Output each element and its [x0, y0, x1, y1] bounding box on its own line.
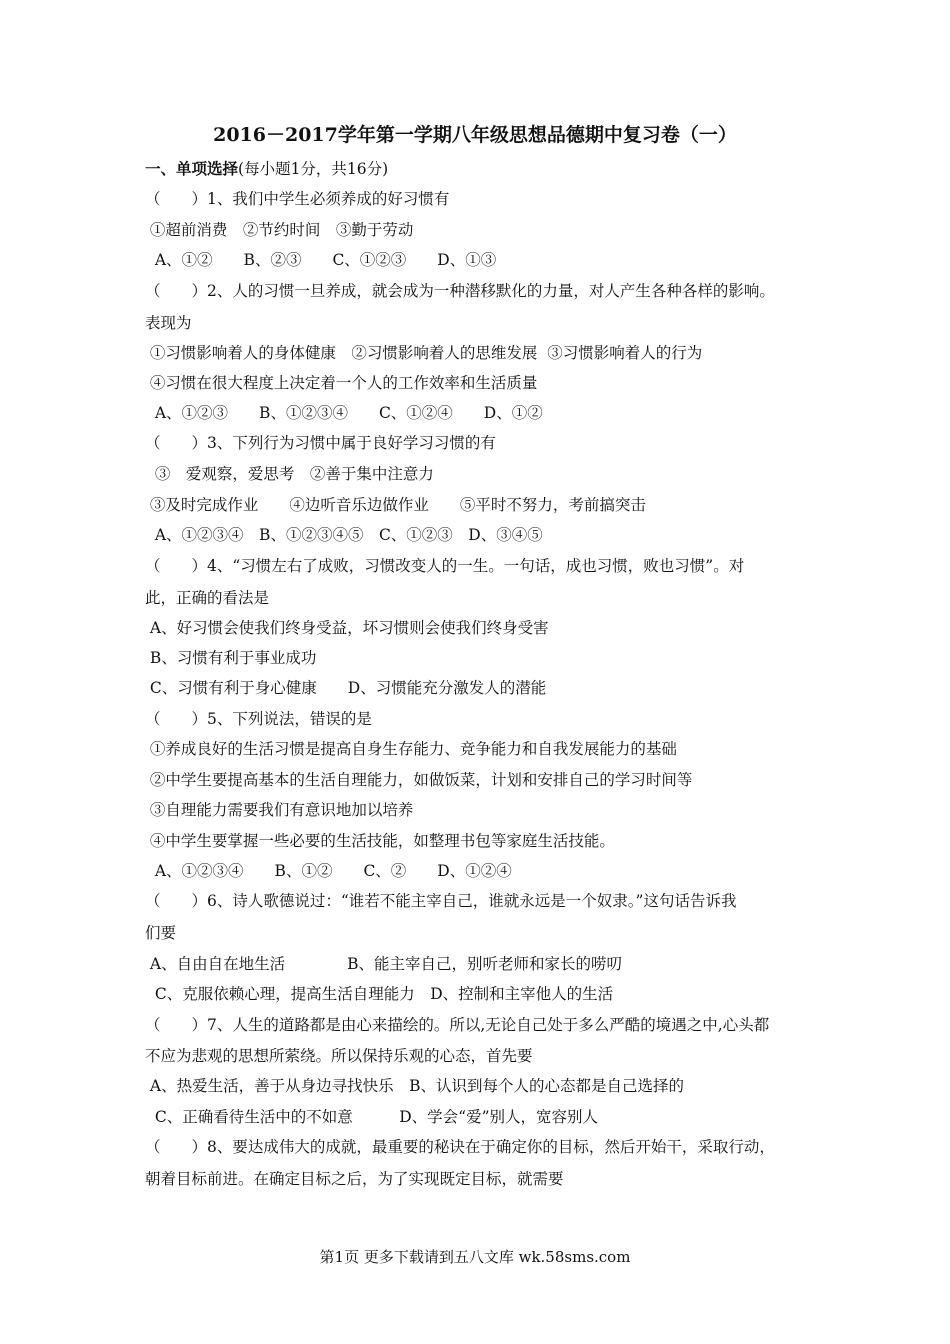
- text-line: 不应为悲观的思想所萦绕。所以保持乐观的心态，首先要: [145, 1047, 533, 1065]
- text-line: （ ）2、人的习惯一旦养成，就会成为一种潜移默化的力量，对人产生各种各样的影响。: [145, 282, 775, 300]
- text-line: 朝着目标前进。在确定目标之后，为了实现既定目标，就需要: [145, 1170, 564, 1188]
- text-line: B、习惯有利于事业成功: [145, 649, 317, 667]
- text-line: A、①② B、②③ C、①②③ D、①③: [145, 251, 497, 269]
- page-title: 2016－2017学年第一学期八年级思想品德期中复习卷（一）: [213, 124, 737, 146]
- section-heading: [145, 156, 388, 182]
- text-line: ①超前消费 ②节约时间 ③勤于劳动: [145, 221, 414, 239]
- text-line: （ ）5、下列说法，错误的是: [145, 710, 372, 728]
- text-line: （ ）3、下列行为习惯中属于良好学习习惯的有: [145, 434, 496, 452]
- section-title: 一、单项选择: [145, 159, 239, 178]
- text-line: A、①②③④ B、①② C、② D、①②④: [145, 862, 512, 880]
- text-line: A、自由自在地生活 B、能主宰自己，别听老师和家长的唠叨: [145, 955, 623, 973]
- text-line: ④习惯在很大程度上决定着一个人的工作效率和生活质量: [145, 374, 538, 392]
- text-line: ②中学生要提高基本的生活自理能力，如做饭菜，计划和安排自己的学习时间等: [145, 771, 693, 789]
- text-line: （ ）7、人生的道路都是由心来描绘的。所以,无论自己处于多么严酷的境遇之中,心头都: [145, 1016, 770, 1034]
- text-line: C、克服依赖心理，提高生活自理能力 D、控制和主宰他人的生活: [145, 985, 614, 1003]
- text-line: （ ）1、我们中学生必须养成的好习惯有: [145, 190, 450, 208]
- text-line: （ ）8、要达成伟大的成就，最重要的秘诀在于确定你的目标，然后开始干，采取行动，: [145, 1138, 775, 1156]
- text-line: A、①②③ B、①②③④ C、①②④ D、①②: [145, 404, 543, 422]
- text-line: 们要: [145, 924, 177, 942]
- text-line: ④中学生要掌握一些必要的生活技能，如整理书包等家庭生活技能。: [145, 832, 615, 850]
- text-line: ③及时完成作业 ④边听音乐边做作业 ⑤平时不努力，考前搞突击: [145, 496, 646, 514]
- text-line: 此，正确的看法是: [145, 589, 270, 607]
- text-line: 表现为: [145, 314, 192, 332]
- text-line: ①养成良好的生活习惯是提高自身生存能力、竞争能力和自我发展能力的基础: [145, 740, 677, 758]
- text-line: A、①②③④ B、①②③④⑤ C、①②③ D、③④⑤: [145, 526, 543, 544]
- text-line: （ ）4、“习惯左右了成败，习惯改变人的一生。一句话，成也习惯，败也习惯”。对: [145, 557, 745, 575]
- text-line: A、好习惯会使我们终身受益，坏习惯则会使我们终身受害: [145, 619, 549, 637]
- text-line: C、习惯有利于身心健康 D、习惯能充分激发人的潜能: [145, 679, 547, 697]
- text-line: （ ）6、诗人歌德说过：“谁若不能主宰自己，谁就永远是一个奴隶。”这句话告诉我: [145, 892, 737, 910]
- text-line: ③自理能力需要我们有意识地加以培养: [145, 801, 414, 819]
- text-line: ③ 爱观察，爱思考 ②善于集中注意力: [145, 465, 434, 483]
- text-line: C、正确看待生活中的不如意 D、学会“爱”别人，宽容别人: [145, 1108, 598, 1126]
- text-line: A、热爱生活，善于从身边寻找快乐 B、认识到每个人的心态都是自己选择的: [145, 1077, 685, 1095]
- page-footer: 第1页 更多下载请到五八文库 wk.58sms.com: [319, 1248, 631, 1266]
- text-line: ①习惯影响着人的身体健康 ②习惯影响着人的思维发展 ③习惯影响着人的行为: [145, 344, 703, 362]
- section-note: (每小题1分，共16分): [238, 160, 389, 178]
